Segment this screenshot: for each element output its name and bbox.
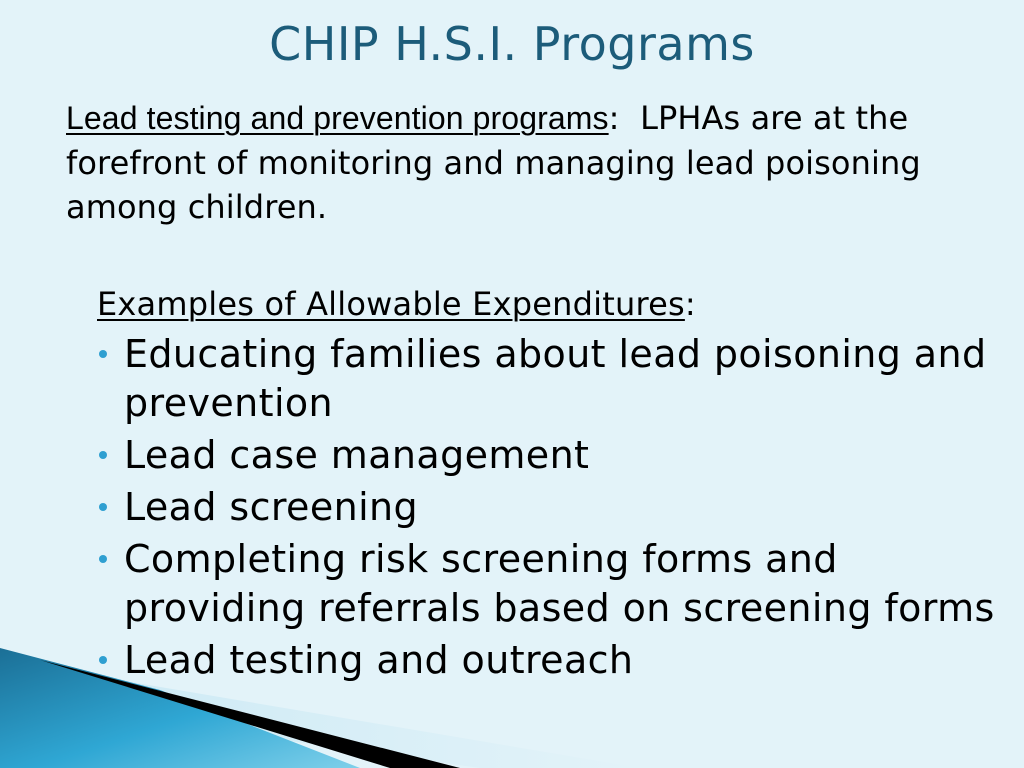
intro-text: LPHAs are at the forefront of monitoring and managing lead poisoning among children.	[66, 99, 921, 226]
list-item	[97, 330, 1007, 428]
intro-label: Lead testing and prevention programs	[66, 100, 609, 136]
examples-heading-label: Examples of Allowable Expenditures	[97, 285, 685, 323]
list-item	[97, 431, 1007, 480]
intro-paragraph	[66, 96, 996, 230]
bullet-dot-icon	[99, 555, 107, 563]
list-item-text: Educating families about lead poisoning and prevention	[124, 332, 987, 425]
bullet-dot-icon	[99, 656, 107, 664]
intro-separator: :	[608, 99, 620, 137]
list-item-text: Lead case management	[124, 433, 590, 477]
list-item-text: Lead screening	[124, 485, 419, 529]
list-item	[97, 636, 1007, 685]
list-item	[97, 535, 1007, 633]
examples-heading-separator: :	[684, 285, 696, 323]
list-item-text: Completing risk screening forms and providing referrals based on screening forms	[124, 537, 995, 630]
bullet-dot-icon	[99, 451, 107, 459]
list-item	[97, 483, 1007, 532]
bullet-dot-icon	[99, 350, 107, 358]
bullet-dot-icon	[99, 503, 107, 511]
examples-heading	[97, 282, 696, 326]
slide-title: CHIP H.S.I. Programs	[269, 17, 755, 71]
list-item-text: Lead testing and outreach	[124, 638, 634, 682]
examples-list	[97, 330, 1007, 688]
